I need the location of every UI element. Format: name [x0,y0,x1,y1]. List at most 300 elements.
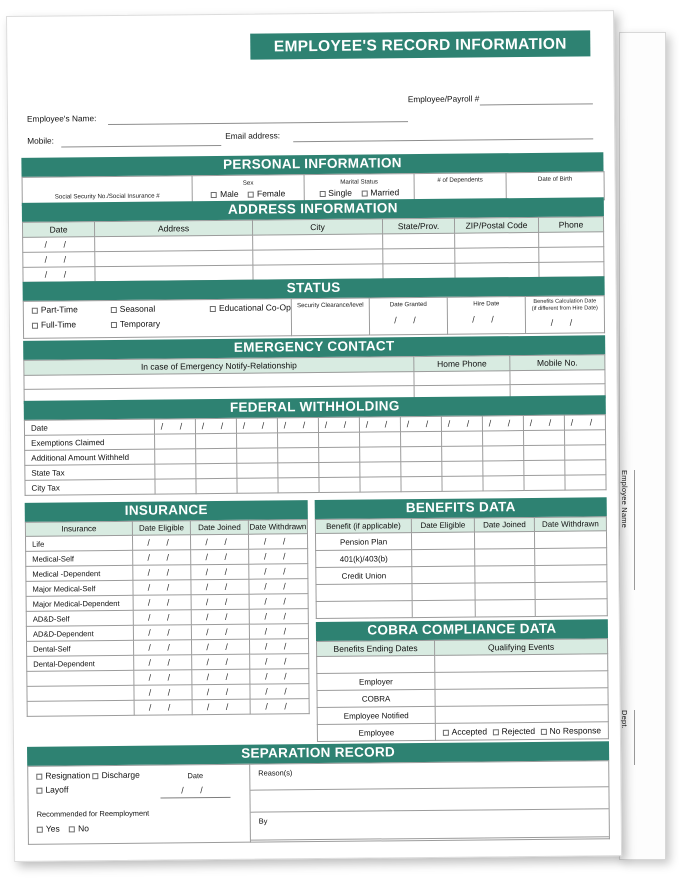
cell-employee-label: Employee [317,723,435,741]
cell-date[interactable] [250,699,309,715]
cell-date[interactable] [523,415,564,430]
cell-mobile[interactable] [510,370,605,385]
cell-state[interactable] [383,248,455,264]
col-date-eligible: Date Eligible [132,521,190,536]
cell-date[interactable] [191,564,249,580]
cell-value[interactable] [278,448,319,463]
cell-benefits-ending-date[interactable]: Employee Notified [317,706,435,724]
checkbox-icon[interactable] [319,191,325,197]
cell-date-granted[interactable] [369,297,447,335]
option-label: Rejected [501,725,536,737]
page-title: EMPLOYEE'S RECORD INFORMATION [250,30,590,59]
cell-date[interactable] [192,654,250,670]
checkbox-icon[interactable] [443,730,449,736]
cell-insurance-name[interactable]: Dental-Dependent [27,655,134,671]
cell-date[interactable] [249,624,308,640]
cell-benefits-ending-date[interactable]: Employer [317,672,435,690]
separation-reason-discharge[interactable]: Discharge [93,770,140,780]
date-placeholder [489,418,518,428]
cell-date[interactable] [23,252,95,268]
dob-label: Date of Birth [537,175,573,183]
checkbox-icon[interactable] [248,191,254,197]
date-placeholder [149,672,178,682]
status-temporary[interactable]: Temporary [111,319,160,329]
payroll-label: Employee/Payroll # [407,93,480,105]
benefits-calc-sublabel: (if different from Hire Date) [531,305,598,312]
cell-date[interactable] [475,565,535,583]
cell-benefit-name[interactable]: Credit Union [316,567,412,585]
cell-date[interactable] [250,669,309,685]
cell-address[interactable] [95,235,253,252]
cell-date[interactable] [412,583,475,601]
security-clearance-label: Security Clearance/level [296,301,364,310]
cell-benefits-calc-date[interactable] [525,296,604,334]
date-placeholder [265,671,294,681]
cell-value[interactable] [442,446,483,461]
insurance-table [25,519,310,717]
separation-date-rule [161,797,231,799]
cell-date[interactable] [482,416,523,431]
col-zip: ZIP/Postal Code [454,217,538,233]
tab-dept-label: Dept. [620,710,629,729]
cell-value[interactable] [524,430,565,445]
cell-city[interactable] [253,249,383,265]
col-date: Date [22,222,94,238]
cell-date[interactable] [400,416,441,431]
cell-value[interactable] [360,432,401,447]
date-placeholder [264,551,293,561]
cell-date[interactable] [535,565,607,583]
personal-information-heading: PERSONAL INFORMATION [21,152,603,177]
cell-date[interactable] [250,654,309,670]
cell-value[interactable] [237,433,278,448]
cell-value[interactable] [196,463,237,478]
date-placeholder [148,642,177,652]
cell-insurance-name[interactable] [27,700,134,716]
separation-reason-layoff[interactable]: Layoff [36,784,68,794]
date-placeholder [148,627,177,637]
mobile-input[interactable] [61,145,221,148]
date-placeholder [148,567,177,577]
cobra-compliance-table [316,638,609,742]
cell-date[interactable] [249,594,308,610]
cell-date[interactable] [359,417,400,432]
col-home-phone: Home Phone [414,356,510,372]
cell-state[interactable] [383,263,455,279]
cell-date[interactable] [23,237,95,253]
date-placeholder [264,611,293,621]
checkbox-icon[interactable] [37,826,43,832]
table-row-employee-response [317,722,608,742]
cell-value[interactable] [565,430,606,445]
checkbox-icon[interactable] [32,322,38,328]
cell-value[interactable] [565,460,606,475]
col-date-eligible: Date Eligible [411,518,474,533]
cell-date[interactable] [192,669,250,685]
option-label: Accepted [451,726,488,737]
emergency-contact-heading: EMERGENCY CONTACT [23,335,605,360]
cell-date[interactable] [134,685,192,701]
cell-date[interactable] [192,684,250,700]
date-placeholder [284,420,313,430]
cell-value[interactable] [483,446,524,461]
date-placeholder [366,419,395,429]
employee-record-form [6,10,622,862]
cell-value[interactable] [483,431,524,446]
cell-date[interactable] [191,639,249,655]
cell-date[interactable] [412,566,475,584]
cell-insurance-name[interactable]: Major Medical-Dependent [26,595,133,611]
status-seasonal[interactable]: Seasonal [111,304,156,314]
date-placeholder [526,312,604,328]
cell-value[interactable] [155,464,196,479]
tab-employee-name-rule [634,470,635,590]
date-placeholder [530,418,559,428]
date-placeholder [264,596,293,606]
row-label-exemptions-claimed: Exemptions Claimed [25,434,155,450]
cell-value[interactable] [319,462,360,477]
cell-value[interactable] [442,476,483,491]
date-placeholder [45,269,74,279]
cell-benefit-name[interactable] [316,601,412,619]
date-placeholder [207,672,236,682]
cell-qualifying-event[interactable] [435,671,608,690]
date-placeholder [45,254,74,264]
date-placeholder [265,626,294,636]
date-placeholder [265,701,294,711]
cell-value[interactable] [237,448,278,463]
date-placeholder [206,597,235,607]
cell-value[interactable] [524,475,565,490]
by-field[interactable] [251,809,609,840]
checkbox-icon[interactable] [493,729,499,735]
by-label: By [258,816,268,826]
checkbox-icon[interactable] [69,826,75,832]
date-placeholder [206,627,235,637]
cell-date[interactable] [535,582,607,600]
cell-insurance-name[interactable]: Dental-Self [27,640,134,656]
cell-date[interactable] [134,700,192,716]
date-placeholder [243,420,272,430]
cell-benefit-name[interactable] [316,584,412,602]
date-placeholder [149,687,178,697]
cell-value[interactable] [155,449,196,464]
cell-date[interactable] [154,419,195,434]
cell-date[interactable] [133,580,191,596]
col-benefit-if-applicable-: Benefit (if applicable) [315,519,411,534]
cell-value[interactable] [483,461,524,476]
cell-value[interactable] [319,447,360,462]
cell-insurance-name[interactable]: Life [25,535,132,551]
cell-insurance-name[interactable] [27,670,134,686]
cell-benefits-ending-date[interactable]: COBRA [317,689,435,707]
date-placeholder [206,567,235,577]
cell-date[interactable] [191,579,249,595]
checkbox-icon[interactable] [36,787,42,793]
employee-name-input[interactable] [108,121,408,125]
separation-record-table [27,760,610,845]
cell-date[interactable] [133,610,191,626]
cell-value[interactable] [442,431,483,446]
cell-value[interactable] [278,433,319,448]
cell-insurance-name[interactable] [27,685,134,701]
cell-value[interactable] [401,476,442,491]
cell-benefit-name[interactable]: Pension Plan [315,533,411,551]
date-placeholder [265,641,294,651]
folder-side-tab [620,470,638,765]
cell-date[interactable] [192,699,250,715]
cell-value[interactable] [565,475,606,490]
col-phone: Phone [538,217,603,233]
cell-date[interactable] [475,599,535,617]
cell-date[interactable] [474,531,534,549]
cell-value[interactable] [360,477,401,492]
cell-value[interactable] [196,433,237,448]
tab-dept-rule [634,710,635,765]
date-placeholder [265,686,294,696]
cell-date[interactable] [412,600,475,618]
cell-date[interactable] [191,624,249,640]
cell-insurance-name[interactable]: Major Medical-Self [26,580,133,596]
date-placeholder [370,308,447,326]
cell-state[interactable] [383,233,455,249]
date-placeholder [148,597,177,607]
address-information-heading: ADDRESS INFORMATION [22,197,604,222]
date-placeholder [325,420,354,430]
checkbox-icon[interactable] [32,307,38,313]
cell-qualifying-event[interactable] [435,705,608,724]
reemployment-yes[interactable]: Yes [37,824,60,834]
date-placeholder [265,656,294,666]
employee-option-no-response[interactable] [541,725,602,736]
cell-date[interactable] [411,532,474,550]
employee-option-accepted[interactable] [443,726,488,736]
checkbox-icon[interactable] [361,190,367,196]
cell-date[interactable] [236,418,277,433]
row-label-city-tax: City Tax [25,479,155,495]
date-placeholder [407,419,436,429]
benefits-calc-label: Benefits Calculation Date [533,298,597,305]
date-placeholder [207,702,236,712]
cell-date[interactable] [191,594,249,610]
cell-value[interactable] [155,479,196,494]
col-date-withdrawn: Date Withdrawn [248,520,307,535]
sex-label: Sex [242,179,254,187]
cell-date[interactable] [134,655,192,671]
checkbox-icon[interactable] [93,773,99,779]
date-placeholder [148,582,177,592]
col-date-joined: Date Joined [474,517,534,532]
employee-name-label: Employee's Name: [26,113,97,124]
cell-date[interactable] [133,550,191,566]
col-insurance: Insurance [25,521,132,536]
cell-date[interactable] [133,640,191,656]
date-placeholder [205,552,234,562]
cell-date[interactable] [23,267,95,283]
cell-value[interactable] [278,478,319,493]
cell-date[interactable] [134,670,192,686]
checkbox-icon[interactable] [111,322,117,328]
cell-date[interactable] [191,609,249,625]
cell-value[interactable] [401,431,442,446]
cell-value[interactable] [196,478,237,493]
col-date-withdrawn: Date Withdrawn [534,517,606,532]
cell-date[interactable] [132,535,190,551]
cell-date[interactable] [277,418,318,433]
cell-value[interactable] [483,476,524,491]
marital-option-married[interactable]: Married [361,187,399,197]
cell-value[interactable] [442,461,483,476]
cell-value[interactable] [565,445,606,460]
payroll-input[interactable] [480,103,593,105]
cell-date[interactable] [535,548,607,566]
status-educational-coop[interactable]: Educational Co-Op [210,302,291,313]
address-information-table [22,216,605,283]
cell-date[interactable] [564,415,605,430]
col-city: City [252,219,382,235]
cell-address[interactable] [95,250,253,267]
row-label-state-tax: State Tax [25,464,155,480]
cell-date[interactable] [249,549,308,565]
date-placeholder [148,657,177,667]
reemployment-no[interactable]: No [69,823,89,833]
date-placeholder [571,417,600,427]
table-row [27,699,309,717]
cell-date[interactable] [190,534,248,550]
email-label: Email address: [225,130,281,141]
cell-value[interactable] [319,432,360,447]
employee-option-rejected[interactable] [493,726,536,736]
cell-value[interactable] [237,478,278,493]
cell-home-phone[interactable] [414,371,510,386]
cell-qualifying-event[interactable] [435,654,608,673]
federal-withholding-heading: FEDERAL WITHHOLDING [24,395,606,420]
benefits-data-table [315,516,608,619]
cell-date[interactable] [191,549,249,565]
cell-hire-date[interactable] [447,297,525,335]
cell-date[interactable] [133,565,191,581]
option-label: No Response [549,725,602,736]
date-placeholder [44,239,73,249]
cell-date[interactable] [195,418,236,433]
cell-value[interactable] [196,448,237,463]
checkbox-icon[interactable] [111,307,117,313]
status-part-time[interactable]: Part-Time [32,304,78,314]
cell-value[interactable] [155,434,196,449]
cell-qualifying-event[interactable] [435,688,608,707]
cell-date[interactable] [441,416,482,431]
cell-zip[interactable] [455,232,539,248]
cell-zip[interactable] [455,262,539,278]
cell-city[interactable] [253,234,383,250]
cell-phone[interactable] [539,262,604,278]
reasons-label: Reason(s) [258,768,293,778]
checkbox-icon[interactable] [211,192,217,198]
cell-date[interactable] [249,579,308,595]
date-placeholder [148,612,177,622]
cell-value[interactable] [360,447,401,462]
date-placeholder [206,642,235,652]
table-row [316,599,607,619]
cell-date[interactable] [318,417,359,432]
col-qualifying-events: Qualifying Events [435,639,608,656]
separation-reason-resignation[interactable]: Resignation [36,770,90,781]
cell-zip[interactable] [455,247,539,263]
cell-date[interactable] [249,564,308,580]
sex-option-male[interactable]: Male [211,189,239,199]
date-placeholder [264,581,293,591]
cell-value[interactable] [237,463,278,478]
date-placeholder [202,421,231,431]
cell-date[interactable] [475,582,535,600]
cell-phone[interactable] [539,232,604,248]
cell-date[interactable] [250,684,309,700]
separation-record-heading: SEPARATION RECORD [27,741,609,766]
col-date-joined: Date Joined [190,520,248,535]
checkbox-icon[interactable] [541,729,547,735]
cell-benefits-ending-date[interactable] [317,655,435,673]
date-granted-label: Date Granted [389,300,427,309]
col-benefits-ending-dates: Benefits Ending Dates [317,640,435,656]
cell-date[interactable] [534,531,606,549]
col-address: Address [94,220,252,237]
cell-date[interactable] [475,548,535,566]
cell-insurance-name[interactable]: Medical -Dependent [26,565,133,581]
checkbox-icon[interactable] [210,306,216,312]
cell-date[interactable] [133,595,191,611]
cell-date[interactable] [248,534,307,550]
sex-option-female[interactable]: Female [248,188,285,198]
cell-value[interactable] [524,445,565,460]
cell-date[interactable] [535,599,607,617]
cell-value[interactable] [401,446,442,461]
cell-date[interactable] [133,625,191,641]
cell-insurance-name[interactable]: Medical-Self [26,550,133,566]
cell-benefit-name[interactable]: 401(k)/403(b) [316,550,412,568]
status-table [23,295,605,339]
mobile-label: Mobile: [27,135,54,146]
status-full-time[interactable]: Full-Time [32,319,76,329]
date-placeholder [448,307,525,325]
date-placeholder [205,537,234,547]
reemployment-label: Recommended for Reemployment [36,808,150,819]
date-placeholder [207,687,236,697]
cell-phone[interactable] [539,247,604,263]
row-label-additional-amount-withheld: Additional Amount Withheld [25,449,155,465]
cell-date[interactable] [249,639,308,655]
cell-value[interactable] [319,477,360,492]
federal-withholding-table [24,414,607,496]
separation-date-input[interactable] [141,780,249,796]
checkbox-icon[interactable] [36,773,42,779]
row-label-date: Date [24,419,154,435]
cell-insurance-name[interactable]: AD&D-Self [26,610,133,626]
date-placeholder [206,657,235,667]
email-input[interactable] [293,138,593,142]
dependents-label: # of Dependents [437,176,483,184]
marital-option-single[interactable]: Single [319,188,352,198]
cell-value[interactable] [524,460,565,475]
date-placeholder [206,582,235,592]
col-state: State/Prov. [382,218,454,234]
cell-date[interactable] [412,549,475,567]
cell-value[interactable] [360,462,401,477]
cell-value[interactable] [278,463,319,478]
cell-value[interactable] [401,461,442,476]
date-placeholder [147,552,176,562]
cell-insurance-name[interactable]: AD&D-Dependent [26,625,133,641]
cell-date[interactable] [249,609,308,625]
